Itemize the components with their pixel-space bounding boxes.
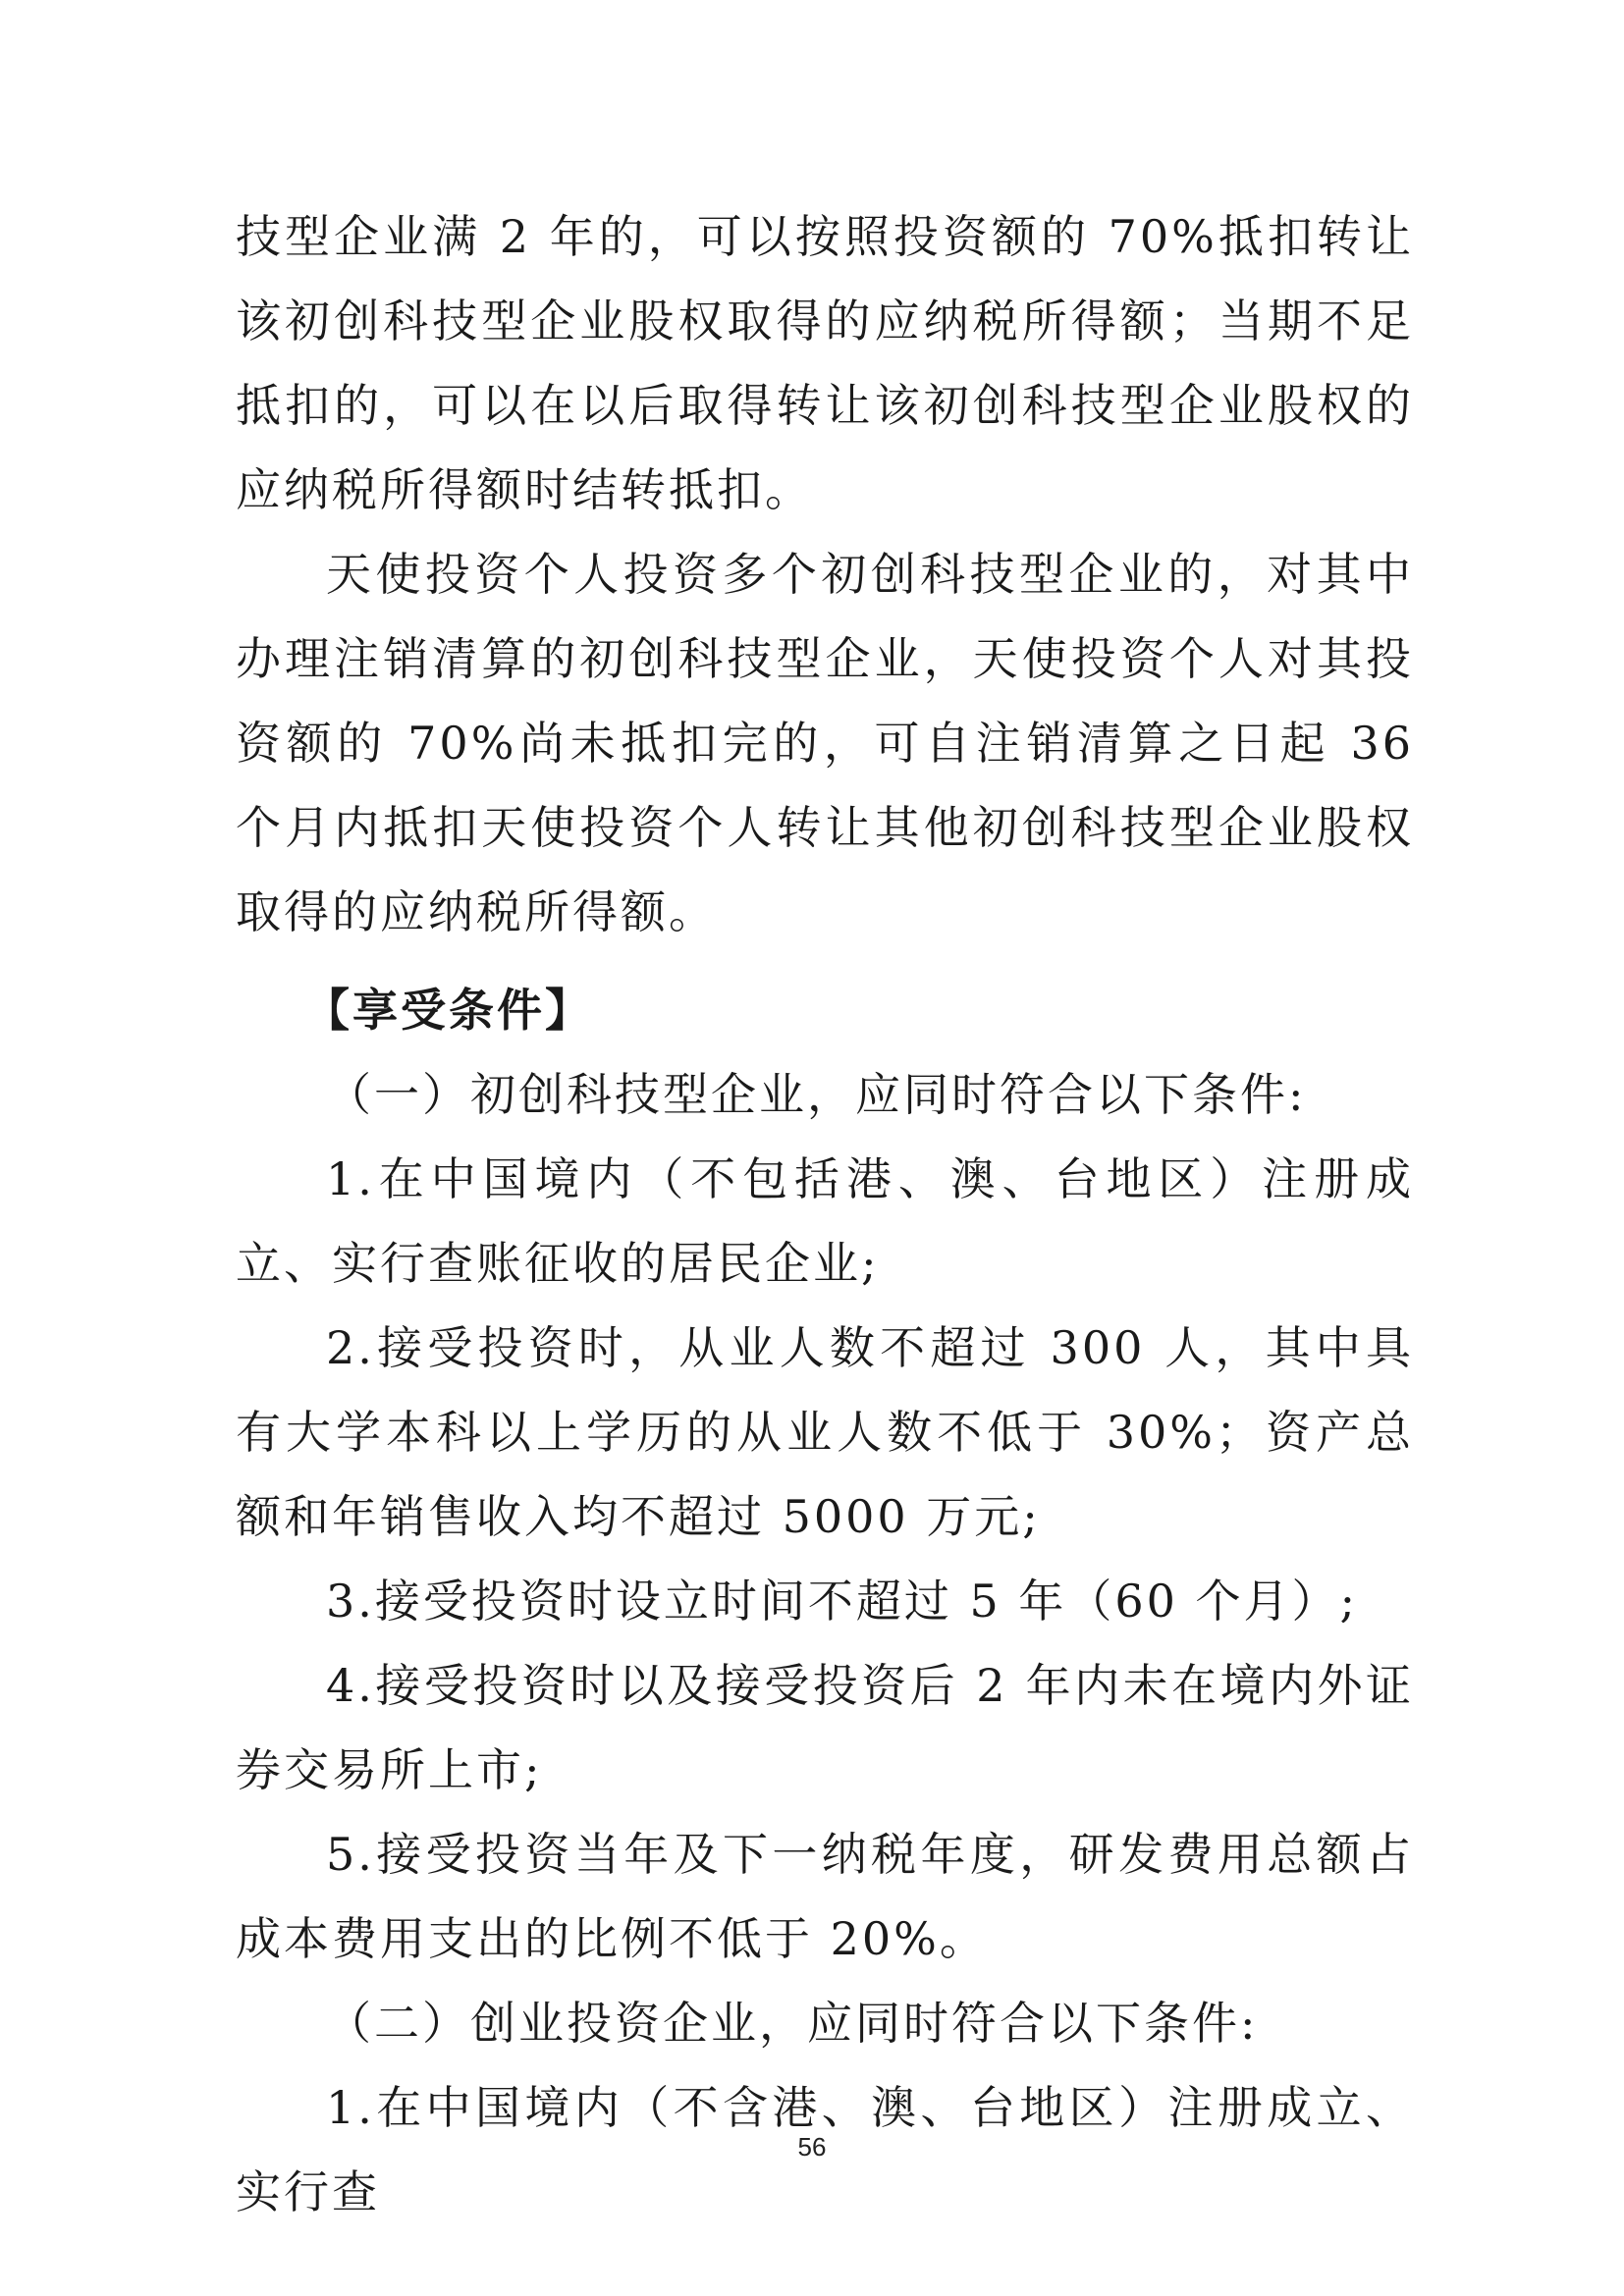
paragraph-condition-1: 1.在中国境内（不包括港、澳、台地区）注册成立、实行查账征收的居民企业; (236, 1152, 1414, 1290)
paragraph-vc-conditions-intro: （二）创业投资企业，应同时符合以下条件: (326, 1997, 1259, 2050)
paragraph-condition-5: 5.接受投资当年及下一纳税年度，研发费用总额占成本费用支出的比例不低于 20%。 (236, 1828, 1414, 1965)
paragraph-liquidation-deduction: 天使投资个人投资多个初创科技型企业的，对其中办理注销清算的初创科技型企业，天使投资个人对其投资额的 70%尚未抵扣完的，可自注销清算之日起 36 个月内抵扣天使投资个人转让其他初创科技型企业股权取得的应纳税所得额。 (236, 548, 1414, 938)
paragraph-condition-4: 4.接受投资时以及接受投资后 2 年内未在境内外证券交易所上市; (236, 1659, 1414, 1796)
body-text (236, 194, 1414, 2234)
paragraph-vc-condition-1: 1.在中国境内（不含港、澳、台地区）注册成立、实行查 (236, 2081, 1414, 2218)
paragraph-continuation: 技型企业满 2 年的，可以按照投资额的 70%抵扣转让该初创科技型企业股权取得的应纳税所得额；当期不足抵扣的，可以在以后取得转让该初创科技型企业股权的应纳税所得额时结转抵扣。 (236, 210, 1414, 516)
paragraph-startup-conditions-intro: （一）初创科技型企业，应同时符合以下条件: (326, 1068, 1307, 1121)
section-heading-conditions: 【享受条件】 (304, 984, 593, 1037)
paragraph-condition-3: 3.接受投资时设立时间不超过 5 年（60 个月）; (326, 1575, 1359, 1628)
page-number: 56 (797, 2132, 827, 2162)
paragraph-condition-2: 2.接受投资时，从业人数不超过 300 人，其中具有大学本科以上学历的从业人数不低于 30%；资产总额和年销售收入均不超过 5000 万元; (236, 1321, 1414, 1543)
